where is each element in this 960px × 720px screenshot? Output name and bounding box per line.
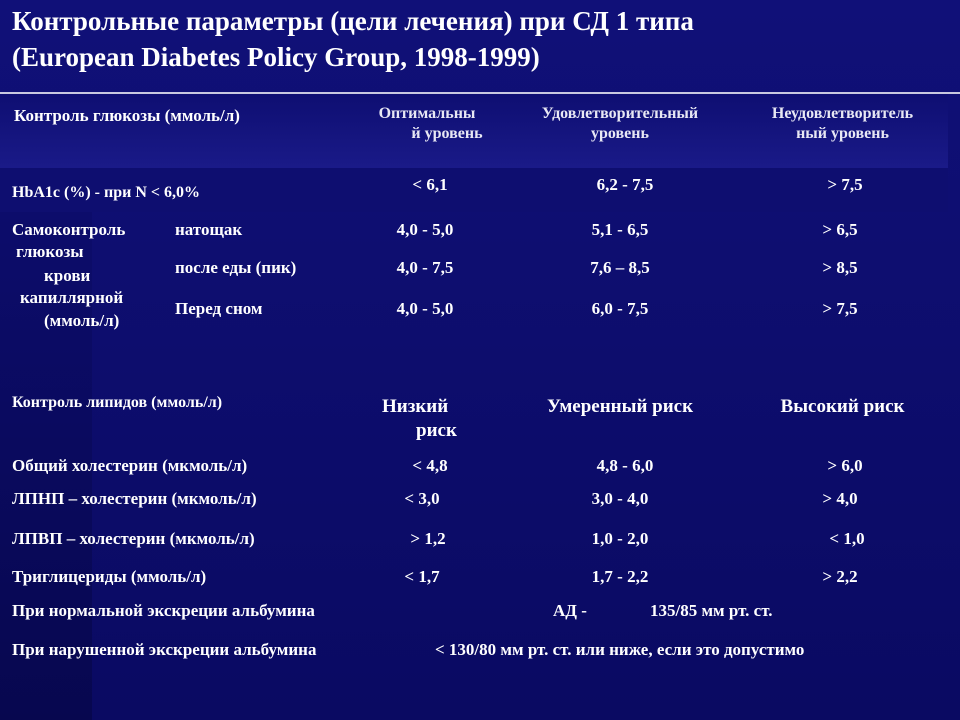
lipid-tg-moderate: 1,7 - 2,2 [591,567,649,586]
glucose-header-label: Контроль глюкозы (ммоль/л) [14,106,240,125]
fasting-optimal: 4,0 - 5,0 [396,220,454,239]
albumin-normal-value: 135/85 мм рт. ст. [650,601,773,620]
lipid-row-tg-label: Триглицериды (ммоль/л) [12,567,207,586]
selfcontrol-sub-fasting: натощак [175,220,243,239]
lipid-row-total-label: Общий холестерин (мкмоль/л) [12,456,248,475]
bedtime-optimal: 4,0 - 5,0 [396,299,454,318]
bedtime-satisfactory: 6,0 - 7,5 [591,299,649,318]
lipid-hdl-moderate: 1,0 - 2,0 [591,529,649,548]
selfcontrol-label-4: капиллярной [20,288,124,307]
selfcontrol-label-2: глюкозы [16,242,84,261]
lipid-tg-high: > 2,2 [822,567,858,586]
lipid-ldl-high: > 4,0 [822,489,858,508]
col-moderate-risk: Умеренный риск [546,396,694,417]
lipid-ldl-moderate: 3,0 - 4,0 [591,489,649,508]
lipid-total-low: < 4,8 [412,456,448,475]
postmeal-unsatisfactory: > 8,5 [822,258,858,277]
selfcontrol-sub-bedtime: Перед сном [175,299,263,318]
lipid-total-moderate: 4,8 - 6,0 [596,456,654,475]
selfcontrol-label-3: крови [44,266,91,285]
albumin-normal-label: При нормальной экскреции альбумина [12,601,315,620]
selfcontrol-label-5: (ммоль/л) [44,311,120,330]
postmeal-satisfactory: 7,6 – 8,5 [590,258,650,277]
col-low-risk-line2: риск [416,420,457,441]
col-low-risk-line1: Низкий [382,396,449,417]
lipid-ldl-low: < 3,0 [404,489,440,508]
selfcontrol-sub-postmeal: после еды (пик) [175,258,297,277]
slide-title-line2: (European Diabetes Policy Group, 1998-1999) [12,42,540,72]
col-unsatisfactory-header: Неудовлетворитель ный уровень [771,105,914,142]
lipid-row-hdl-label: ЛПВП – холестерин (мкмоль/л) [12,529,255,548]
albumin-impaired-label: При нарушенной экскреции альбумина [12,640,317,659]
lipid-row-ldl-label: ЛПНП – холестерин (мкмоль/л) [12,489,257,508]
col-optimal-header: Оптимальны й уровень [378,105,483,142]
lipid-hdl-low: > 1,2 [410,529,446,548]
postmeal-optimal: 4,0 - 7,5 [396,258,454,277]
albumin-impaired-value: < 130/80 мм рт. ст. или ниже, если это допустимо [435,640,805,659]
col-high-risk: Высокий риск [780,396,905,417]
hba1c-optimal: < 6,1 [412,175,448,194]
albumin-normal-ad: АД - [553,601,587,620]
selfcontrol-label-1: Самоконтроль [12,220,126,239]
lipid-total-high: > 6,0 [827,456,863,475]
bedtime-unsatisfactory: > 7,5 [822,299,858,318]
lipid-hdl-high: < 1,0 [829,529,865,548]
hba1c-label: HbA1c (%) - при N < 6,0% [12,184,200,201]
fasting-unsatisfactory: > 6,5 [822,220,858,239]
slide-title-line1: Контрольные параметры (цели лечения) при СД 1 типа [12,6,694,36]
col-satisfactory-header: Удовлетворительный уровень [541,105,699,142]
lipids-header-label: Контроль липидов (ммоль/л) [12,394,223,411]
lipid-tg-low: < 1,7 [404,567,440,586]
fasting-satisfactory: 5,1 - 6,5 [591,220,649,239]
hba1c-satisfactory: 6,2 - 7,5 [596,175,654,194]
hba1c-unsatisfactory: > 7,5 [827,175,863,194]
